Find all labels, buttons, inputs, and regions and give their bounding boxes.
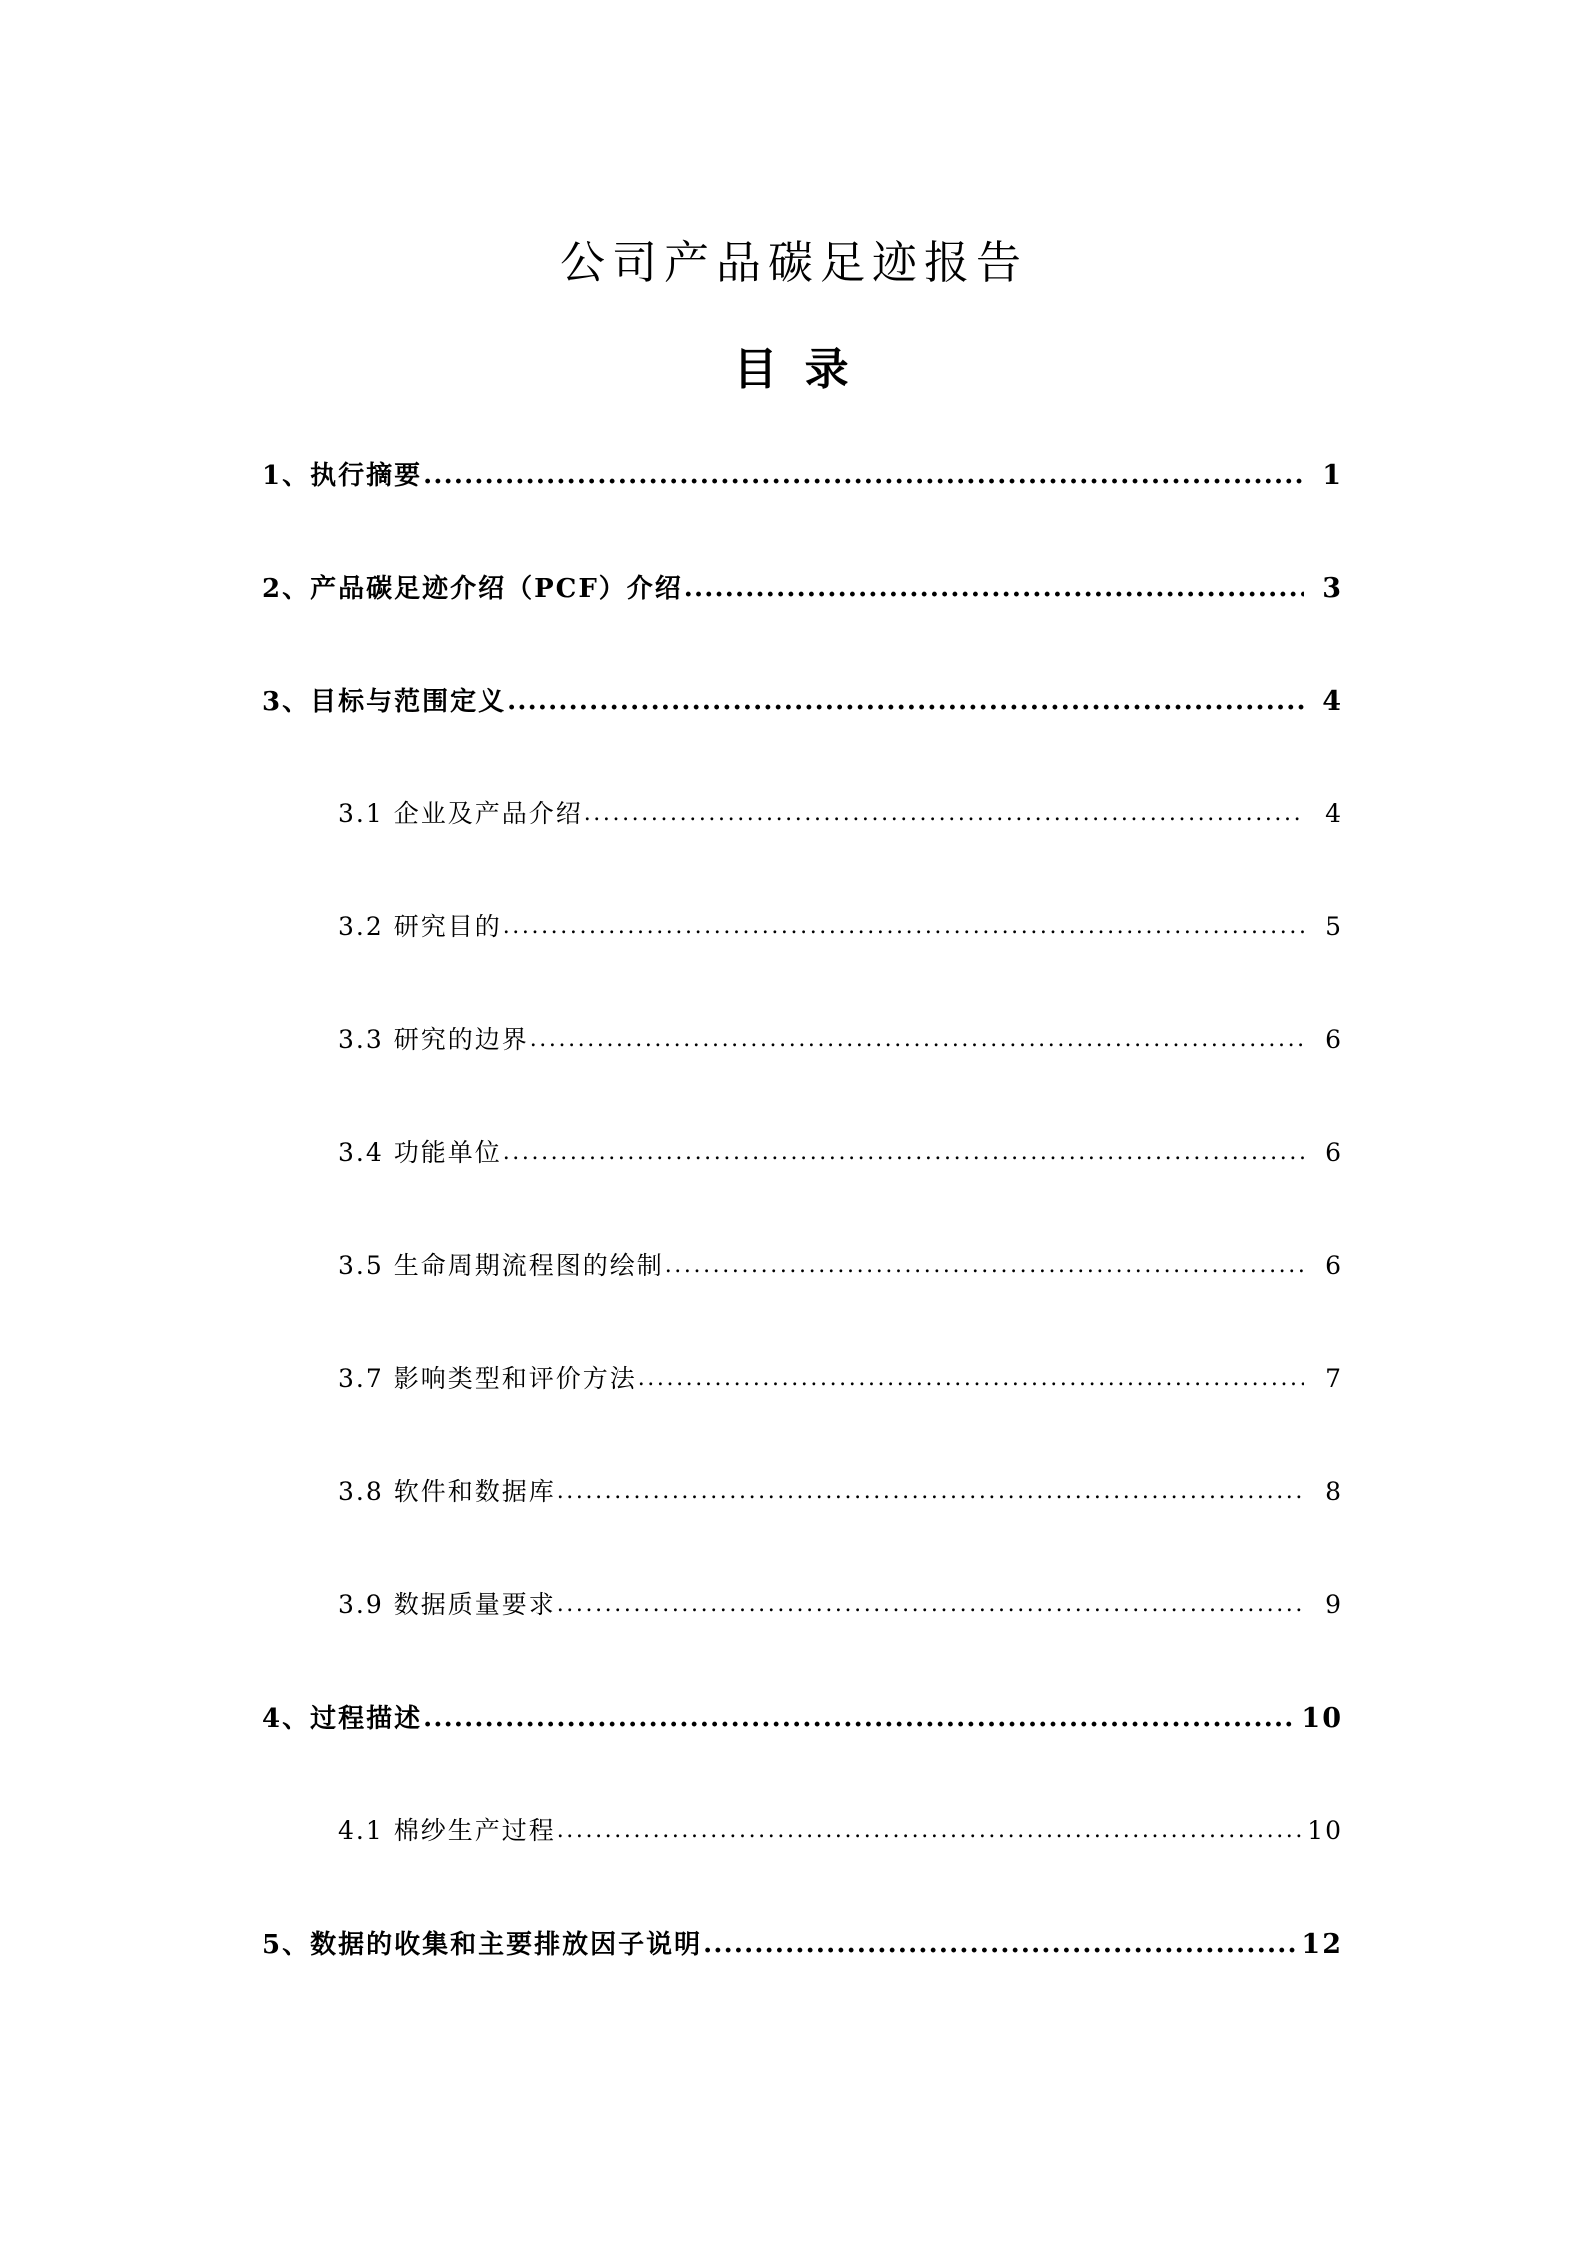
toc-entry-page-number: 4 <box>1325 799 1343 828</box>
toc-entry-label: 3.7 影响类型和评价方法 <box>338 1364 637 1393</box>
toc-dot-leader <box>557 1481 1304 1506</box>
toc-entry-page-number: 9 <box>1325 1590 1343 1619</box>
toc-entry-label: 5、数据的收集和主要排放因子说明 <box>262 1930 703 1960</box>
toc-entry-page-number: 4 <box>1322 686 1343 717</box>
toc-entry-label: 3.3 研究的边界 <box>338 1025 529 1054</box>
toc-dot-leader <box>584 803 1304 828</box>
toc-entry-page-number: 6 <box>1325 1138 1343 1167</box>
toc-entry[interactable] <box>0 455 1588 568</box>
toc-entry-label: 4.1 棉纱生产过程 <box>338 1816 556 1845</box>
toc-entry-page-number: 7 <box>1325 1364 1343 1393</box>
toc-dot-leader <box>703 1930 1296 1960</box>
toc-dot-leader <box>638 1368 1304 1393</box>
toc-entry-label: 3.2 研究目的 <box>338 912 502 941</box>
toc-entry[interactable] <box>0 1698 1588 1811</box>
toc-dot-leader <box>530 1029 1304 1054</box>
toc-dot-leader <box>557 1594 1304 1619</box>
toc-entry-label: 3.8 软件和数据库 <box>338 1477 556 1506</box>
toc-dot-leader <box>557 1820 1302 1845</box>
toc-entry-page-number: 1 <box>1322 460 1343 491</box>
toc-entry[interactable] <box>0 568 1588 681</box>
toc-entry-label: 4、过程描述 <box>262 1704 423 1734</box>
toc-entry-label: 2、产品碳足迹介绍（PCF）介绍 <box>262 574 683 604</box>
toc-entry[interactable] <box>0 1246 1588 1359</box>
toc-dot-leader <box>665 1255 1304 1280</box>
toc-entry-page-number: 6 <box>1325 1251 1343 1280</box>
document-title: 公司产品碳足迹报告 <box>559 236 1028 290</box>
table-of-contents-heading: 目 录 <box>733 343 855 395</box>
toc-entry[interactable] <box>0 681 1588 794</box>
toc-entry[interactable] <box>0 1585 1588 1698</box>
toc-entry[interactable] <box>0 907 1588 1020</box>
toc-entry-page-number: 6 <box>1325 1025 1343 1054</box>
toc-entry-page-number: 12 <box>1301 1929 1343 1960</box>
toc-entry[interactable] <box>0 1133 1588 1246</box>
toc-entry[interactable] <box>0 1020 1588 1133</box>
toc-entry-label: 3.4 功能单位 <box>338 1138 502 1167</box>
toc-entry[interactable] <box>0 1472 1588 1585</box>
toc-entry-label: 3.5 生命周期流程图的绘制 <box>338 1251 664 1280</box>
toc-dot-leader <box>503 916 1304 941</box>
toc-entry-label: 3、目标与范围定义 <box>262 687 507 717</box>
toc-entry-label: 3.9 数据质量要求 <box>338 1590 556 1619</box>
toc-dot-leader <box>503 1142 1304 1167</box>
toc-entry[interactable] <box>0 1811 1588 1924</box>
toc-entry-page-number: 10 <box>1301 1703 1343 1734</box>
toc-entry-page-number: 3 <box>1322 573 1343 604</box>
toc-entry-page-number: 10 <box>1307 1816 1343 1845</box>
toc-entry-label: 1、执行摘要 <box>262 461 423 491</box>
toc-dot-leader <box>684 574 1304 604</box>
toc-entry[interactable] <box>0 794 1588 907</box>
toc-dot-leader <box>423 461 1304 491</box>
toc-entry[interactable] <box>0 1359 1588 1472</box>
table-of-contents <box>0 455 1588 2037</box>
toc-entry-page-number: 8 <box>1325 1477 1343 1506</box>
toc-entry-label: 3.1 企业及产品介绍 <box>338 799 583 828</box>
toc-entry[interactable] <box>0 1924 1588 2037</box>
toc-dot-leader <box>507 687 1304 717</box>
toc-entry-page-number: 5 <box>1325 912 1343 941</box>
toc-dot-leader <box>423 1704 1296 1734</box>
